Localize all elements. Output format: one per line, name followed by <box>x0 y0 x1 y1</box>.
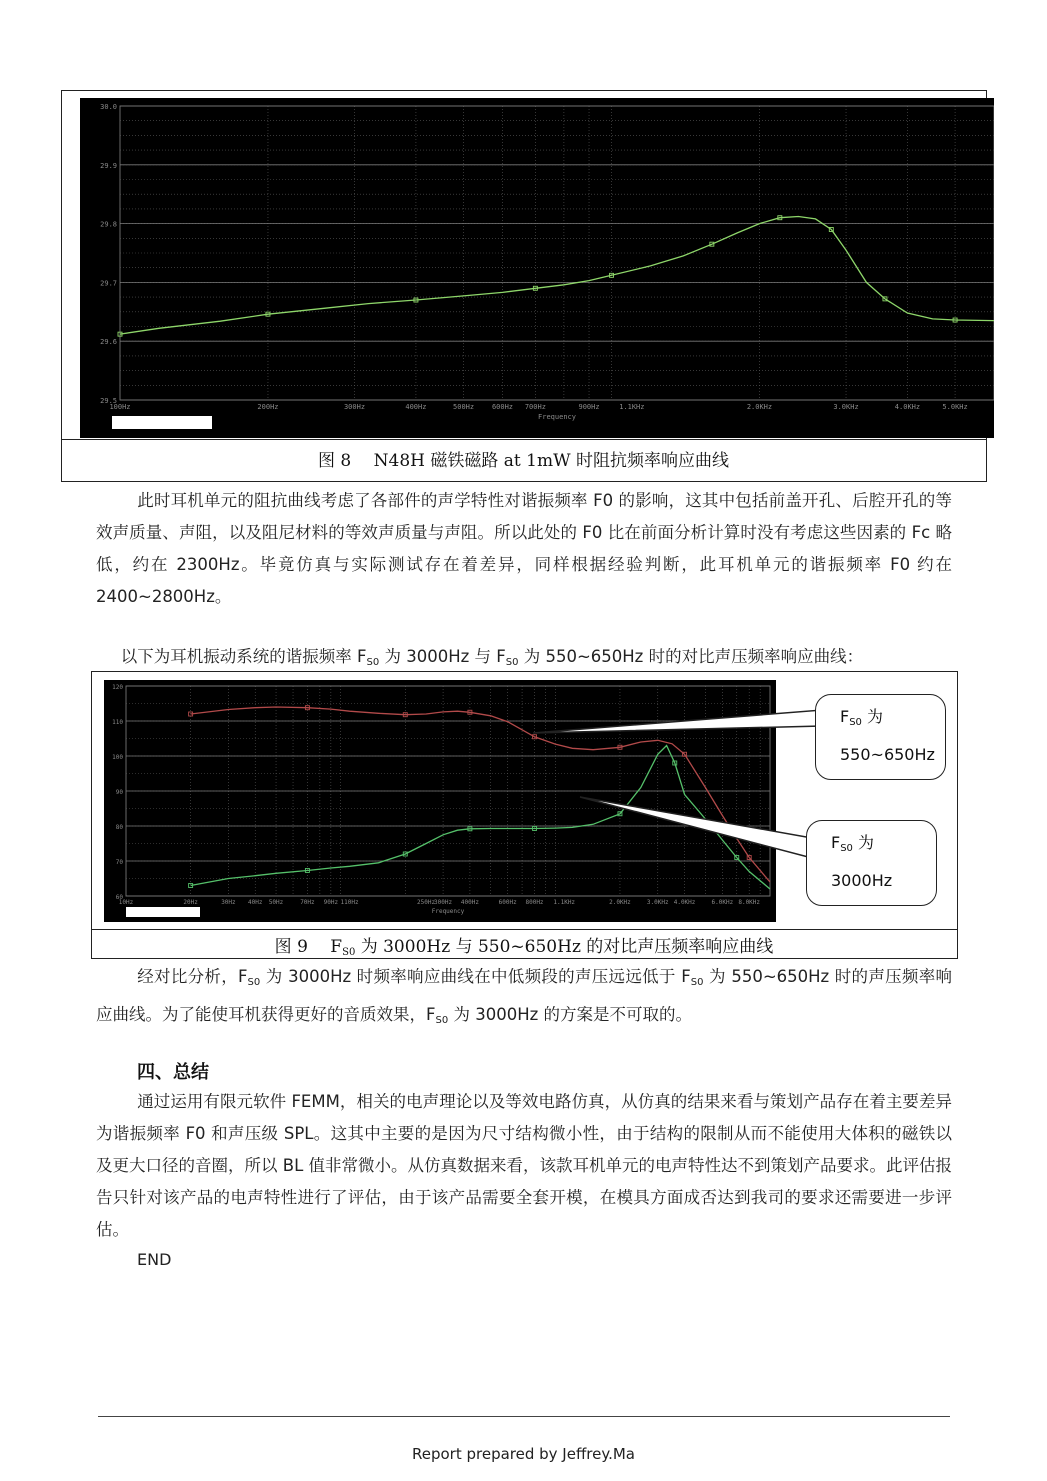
y-tick-label: 110 <box>112 719 123 726</box>
x-tick-label: 70Hz <box>300 899 315 906</box>
x-tick-label: 6.0KHz <box>711 899 734 906</box>
end-text: END <box>137 1250 172 1269</box>
x-tick-label: 600Hz <box>498 899 517 906</box>
x-tick-label: 5.0KHz <box>942 403 968 411</box>
x-tick-label: 3.0KHz <box>833 403 859 411</box>
y-tick-label: 120 <box>112 684 123 691</box>
x-tick-label: 1.1KHz <box>619 403 645 411</box>
y-tick-label: 29.8 <box>100 220 117 229</box>
x-tick-label: 200Hz <box>257 403 279 411</box>
x-tick-label: 600Hz <box>491 403 514 411</box>
y-tick-label: 90 <box>115 789 123 796</box>
x-tick-label: 900Hz <box>578 403 600 411</box>
paragraph-impedance-analysis: 此时耳机单元的阻抗曲线考虑了各部件的声学特性对谐振频率 F0 的影响，这其中包括前盖开孔、后腔开孔的等效声质量、声阻，以及阻尼材料的等效声质量与声阻。所以此处的 F0 比在前面分析计算时没有考虑这些因素的 Fc 略低，约在 2300Hz。毕竟仿真与实际测试存在着差异，同样根据经验判断，此耳机单元的谐振频率 F0 约在 2400~2800Hz。 <box>96 491 952 606</box>
x-tick-label: 20Hz <box>183 899 198 906</box>
callout-b-pointer <box>580 797 812 858</box>
paragraph-summary: 通过运用有限元软件 FEMM，相关的电声理论以及等效电路仿真，从仿真的结果来看与策划产品存在着主要差异为谐振频率 F0 和声压级 SPL。这其中主要的是因为尺寸结构微小性，由于结构的限制从而不能使用大体积的磁铁以及更大口径的音圈，所以 BL 值非常微小。从仿真数据来看，该款耳机单元的电声特性达不到策划产品要求。此评估报告只针对该产品的电声特性进行了评估，由于该产品需要全套开模，在模具方面成否达到我司的要求还需要进一步评估。 <box>96 1092 953 1239</box>
footer-rule <box>98 1416 950 1417</box>
y-tick-label: 60 <box>115 894 123 901</box>
footer-text: Report prepared by Jeffrey.Ma <box>411 1445 635 1463</box>
x-tick-label: 4.0KHz <box>894 403 921 411</box>
paragraph-comparison: 经对比分析，$F_{S0}$ 为 3000Hz 时频率响应曲线在中低频段的声压远远低于 $F_{S0}$ 为 550~650Hz 时的声压频率响应曲线。为了能使耳机获得更好的音质效果，$F_{S0}$ 为 3000Hz 的方案是不可取的。 <box>96 967 952 1026</box>
x-axis-label: Frequency <box>538 413 576 421</box>
x-tick-label: 300Hz <box>343 403 366 411</box>
x-tick-label: 400Hz <box>460 899 479 906</box>
y-tick-label: 29.5 <box>100 397 117 405</box>
x-tick-label: 100Hz <box>109 403 131 411</box>
x-axis-label: Frequency <box>431 908 465 915</box>
x-tick-label: 50Hz <box>268 899 284 906</box>
x-tick-label: 30Hz <box>221 899 236 906</box>
x-tick-label: 300Hz <box>434 899 453 906</box>
figure8-caption: 图 8 N48H 磁铁磁路 at 1mW 时阻抗频率响应曲线 <box>318 451 729 471</box>
x-tick-label: 4.0KHz <box>673 899 696 906</box>
y-tick-label: 29.7 <box>100 279 117 288</box>
figure9-caption: 图 9 $F_{S0}$ 为 3000Hz 与 550~650Hz 的对比声压频率响应曲线 <box>274 937 774 958</box>
x-tick-label: 110Hz <box>340 899 359 906</box>
x-tick-label: 500Hz <box>453 403 475 411</box>
x-tick-label: 8.0KHz <box>738 899 761 906</box>
x-tick-label: 400Hz <box>405 403 427 411</box>
x-tick-label: 3.0KHz <box>646 899 669 906</box>
x-tick-label: 40Hz <box>248 899 263 906</box>
x-tick-label: 700Hz <box>524 403 546 411</box>
y-tick-label: 29.6 <box>100 338 117 347</box>
callout-fs0-3000: $F_{S0}$ 为 3000Hz <box>806 820 937 906</box>
callout-fs0-550-650: $F_{S0}$ 为 550~650Hz <box>815 694 946 780</box>
section-heading-summary: 四、总结 <box>137 1062 209 1083</box>
x-tick-label: 2.0KHz <box>746 403 773 411</box>
x-tick-label: 10Hz <box>118 899 134 906</box>
y-tick-label: 70 <box>115 859 123 866</box>
paragraph-intro-figure9: 以下为耳机振动系统的谐振频率 $F_{S0}$ 为 3000Hz 与 $F_{S0}$ 为 550~650Hz 时的对比声压频率响应曲线： <box>120 647 864 668</box>
y-tick-label: 80 <box>115 824 123 831</box>
x-tick-label: 90Hz <box>323 899 339 906</box>
y-tick-label: 30.0 <box>100 103 117 111</box>
x-tick-label: 1.1KHz <box>553 899 576 906</box>
x-tick-label: 800Hz <box>525 899 544 906</box>
callout-a-pointer <box>533 710 822 733</box>
figure9-caption-divider <box>91 929 957 930</box>
y-tick-label: 100 <box>112 754 123 761</box>
y-tick-label: 29.9 <box>100 161 117 170</box>
x-tick-label: 250Hz <box>417 899 436 906</box>
x-tick-label: 2.0KHz <box>609 899 631 906</box>
